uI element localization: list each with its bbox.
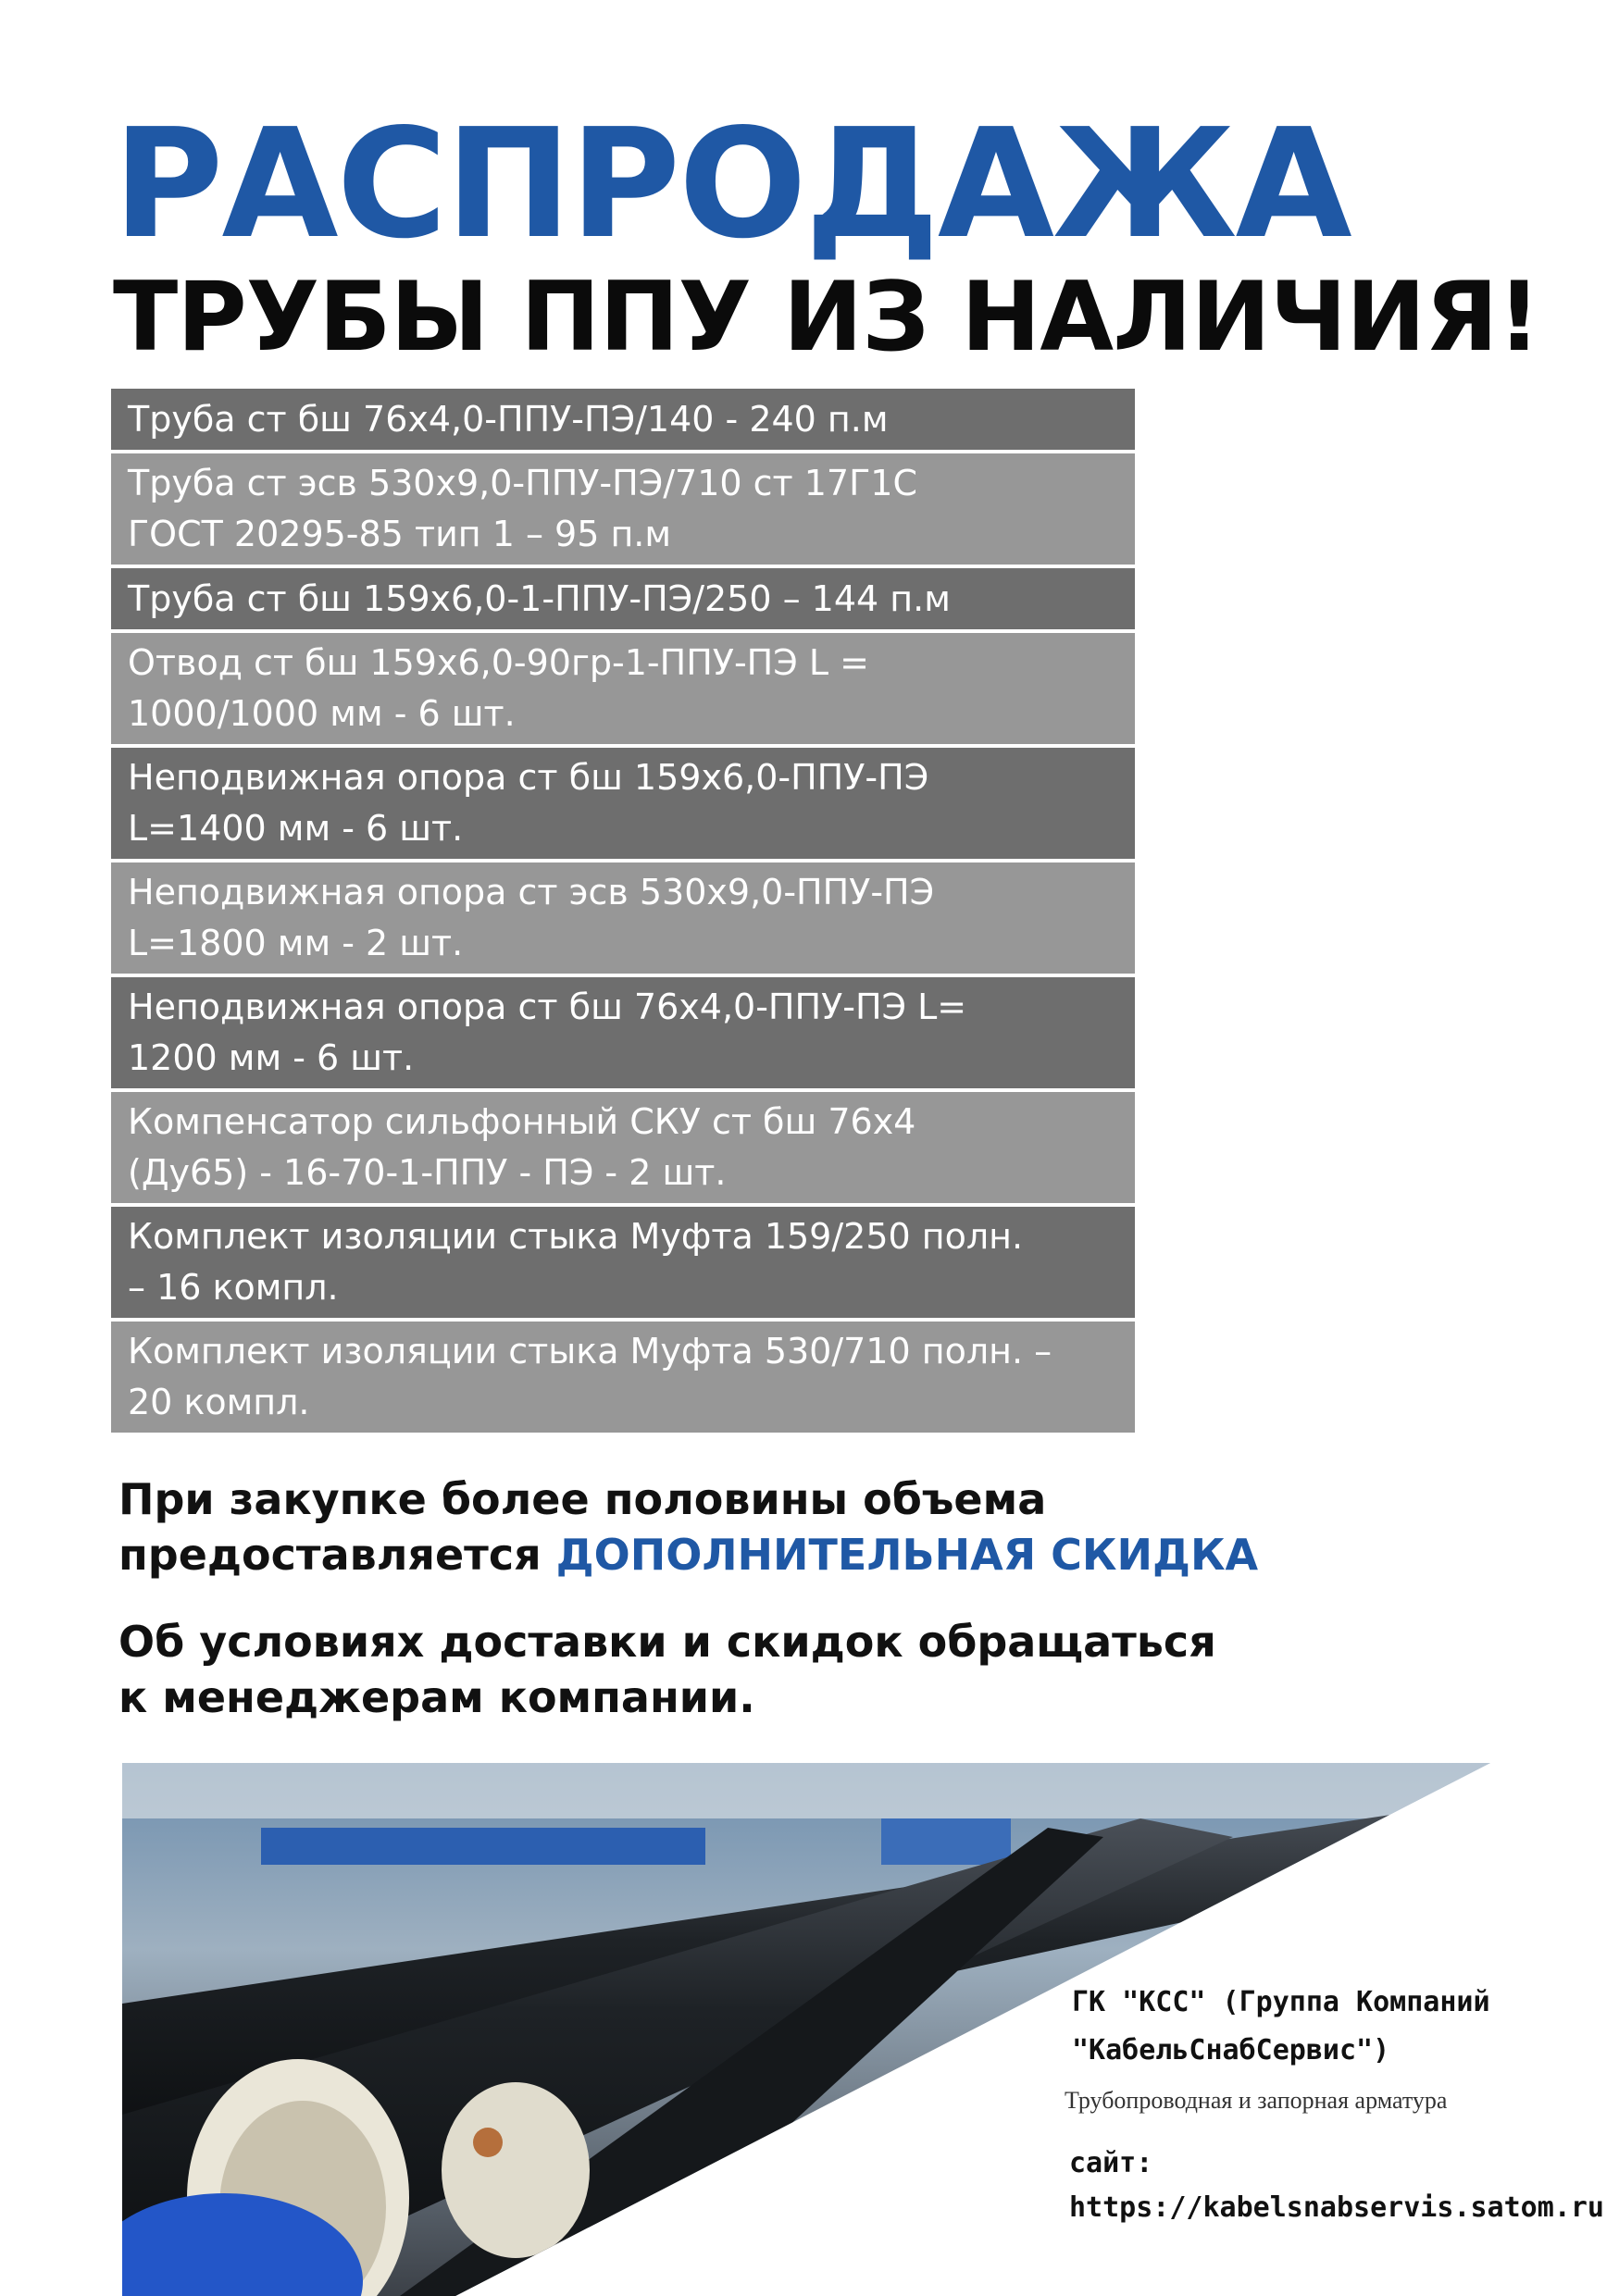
list-item-text: 20 компл.: [128, 1382, 310, 1422]
list-item-text: Труба ст эсв 530х9,0-ППУ-ПЭ/710 ст 17Г1С: [128, 463, 917, 503]
product-list: [111, 389, 1135, 1436]
contact-note: [118, 1614, 1216, 1725]
company-tagline: Трубопроводная и запорная арматура: [1065, 2087, 1448, 2114]
list-item: [111, 633, 1135, 748]
list-item: [111, 1322, 1135, 1436]
list-item: [111, 977, 1135, 1092]
list-item-text: Неподвижная опора ст бш 76х4,0-ППУ-ПЭ L=: [128, 987, 967, 1027]
list-item-text: Неподвижная опора ст эсв 530х9,0-ППУ-ПЭ: [128, 872, 935, 912]
discount-accent: ДОПОЛНИТЕЛЬНАЯ СКИДКА: [555, 1530, 1259, 1580]
list-item-text: Труба ст бш 76х4,0-ППУ-ПЭ/140 - 240 п.м: [128, 398, 889, 440]
list-item-text: Комплект изоляции стыка Муфта 530/710 полн. –: [128, 1331, 1052, 1371]
contact-line-1: Об условиях доставки и скидок обращаться: [118, 1617, 1216, 1667]
company-name-line-2: "КабельСнабСервис"): [1072, 2034, 1390, 2066]
list-item: [111, 863, 1135, 977]
list-item: [111, 1207, 1135, 1322]
page-subtitle: ТРУБЫ ППУ ИЗ НАЛИЧИЯ!: [113, 262, 1540, 373]
contact-line-2: к менеджерам компании.: [118, 1672, 755, 1722]
list-item-text: Неподвижная опора ст бш 159х6,0-ППУ-ПЭ: [128, 757, 929, 798]
list-item-text: Компенсатор сильфонный СКУ ст бш 76х4: [128, 1101, 916, 1142]
list-item: [111, 748, 1135, 863]
discount-line-1: При закупке более половины объема: [118, 1474, 1047, 1524]
page-title: РАСПРОДАЖА: [113, 97, 1351, 272]
list-item-text: L=1800 мм - 2 шт.: [128, 923, 464, 963]
discount-line-2: предоставляется: [118, 1530, 542, 1580]
list-item-text: (Ду65) - 16-70-1-ППУ - ПЭ - 2 шт.: [128, 1152, 727, 1193]
site-label: сайт:: [1069, 2147, 1153, 2179]
list-item: [111, 389, 1135, 453]
list-item-text: Отвод ст бш 159х6,0-90гр-1-ППУ-ПЭ L =: [128, 642, 869, 683]
discount-note: [118, 1471, 1258, 1582]
site-link[interactable]: https://kabelsnabservis.satom.ru: [1069, 2191, 1604, 2224]
list-item: [111, 568, 1135, 633]
list-item-text: Труба ст бш 159х6,0-1-ППУ-ПЭ/250 – 144 п.м: [128, 577, 951, 619]
list-item: [111, 453, 1135, 568]
list-item: [111, 1092, 1135, 1207]
company-name-line-1: ГК "КСС" (Группа Компаний: [1072, 1986, 1490, 2018]
watermark: kabelsnabservis.ru: [583, 2244, 966, 2291]
company-name: [1072, 1979, 1490, 2075]
list-item-text: 1200 мм - 6 шт.: [128, 1037, 415, 1078]
list-item-text: 1000/1000 мм - 6 шт.: [128, 693, 516, 734]
list-item-text: – 16 компл.: [128, 1267, 339, 1308]
list-item-text: Комплект изоляции стыка Муфта 159/250 полн.: [128, 1216, 1024, 1257]
list-item-text: ГОСТ 20295-85 тип 1 – 95 п.м: [128, 514, 672, 554]
list-item-text: L=1400 мм - 6 шт.: [128, 808, 464, 849]
